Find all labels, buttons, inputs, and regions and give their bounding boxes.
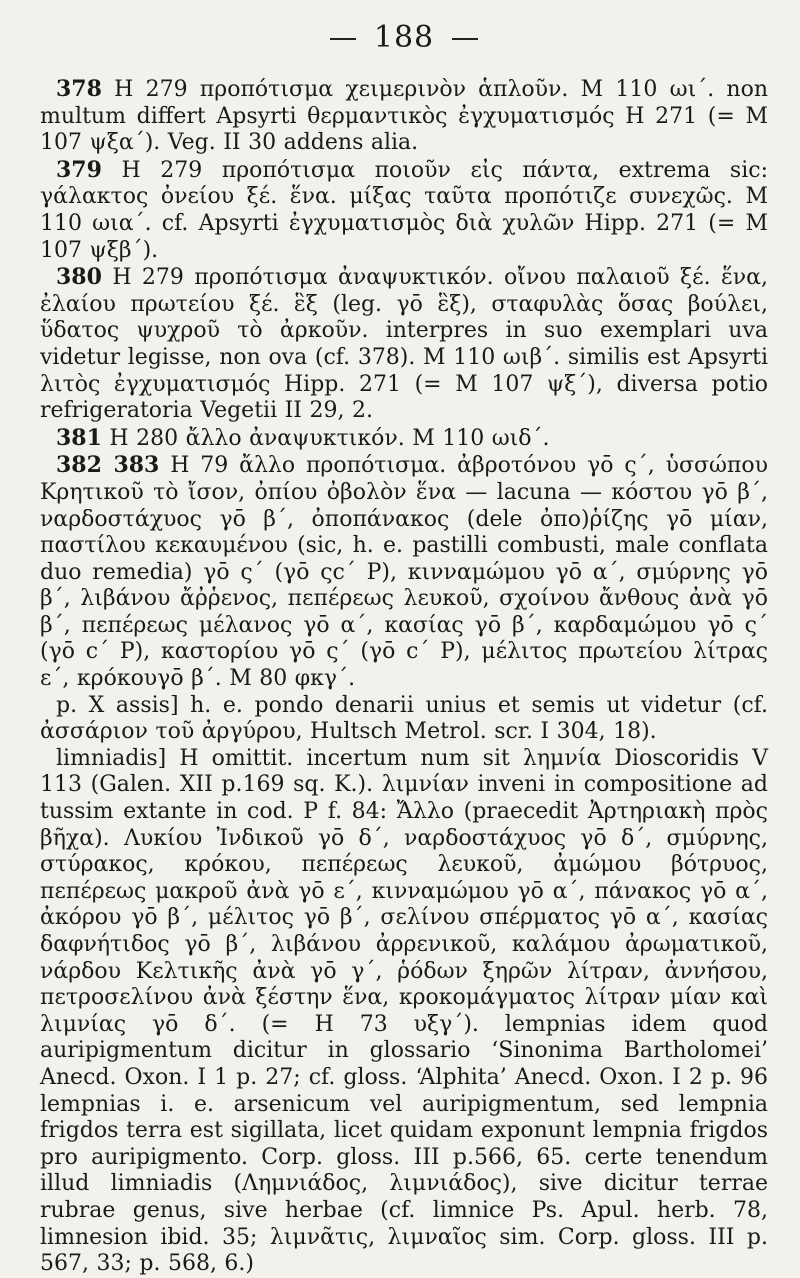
entry-text: Η 280 ἄλλο ἀναψυκτικόν. Μ 110 ωιδ΄. — [101, 425, 550, 451]
note-assis — [40, 693, 768, 746]
note-limniadis — [40, 746, 768, 1278]
entry-381 — [40, 425, 768, 453]
entry-number: 378 — [56, 76, 102, 102]
page-number: 188 — [373, 20, 435, 55]
header-dash-left — [330, 38, 356, 40]
entry-382-383 — [40, 452, 768, 692]
entry-380 — [40, 264, 768, 425]
header-dash-right — [452, 38, 478, 40]
entry-text: Η 279 προπότισμα χειμερινὸν ἁπλοῦν. Μ 110 ωι΄. non multum differt Apsyrti θερμαντικὸς ἐγχυματισμός Η 271 (= Μ 107 ψξα΄). Veg. II 30 addens alia. — [40, 77, 768, 156]
entry-378 — [40, 76, 768, 157]
note-text: p. X assis] h. e. pondo denarii unius et semis ut videtur (cf. ἀσσάριον τοῦ ἀργύρου, Hultsch Metrol. scr. I 304, 18). — [40, 692, 768, 745]
entry-text: Η 79 ἄλλο προπότισμα. ἀβροτόνου γō ς΄, ὑσσώπου Κρητικοῦ τὸ ἴσον, ὀπίου ὀβολὸν ἕνα — lacuna — κόστου γō β΄, ναρδοστάχυος γō β΄, ὀποπάνακος (dele ὀπο)ῥίζης γō μίαν, παστίλου κεκαυμένου (sic, h. e. pastilli combusti, male conflata duo remedia) γō ς΄ (γō ςc΄ P), κινναμώμου γō α΄, σμύρνης γō β΄, λιβάνου ἄῤῥενος, πεπέρεως λευκοῦ, σχοίνου ἄνθους ἀνὰ γō β΄, πεπέρεως μέλανος γō α΄, κασίας γō β΄, καρδαμώμου γō ς΄ (γō c΄ P), καστορίου γō ς΄ (γō c΄ P), μέλιτος πρωτείου λίτρας ε΄, κρόκουγō β΄. Μ 80 φκγ΄. — [40, 453, 768, 692]
note-text: limniadis] Η omittit. incertum num sit λημνία Dioscoridis V 113 (Galen. XII p.169 sq. K.). λιμνίαν inveni in compositione ad tussim extante in cod. P f. 84: Ἄλλο (praecedit Ἀρτηριακὴ πρὸς βῆχα). Λυκίου Ἰνδικοῦ γō δ΄, ναρδοστάχυος γō δ΄, σμύρνης, στύρακος, κρόκου, πεπέρεως λευκοῦ, ἀμώμου βότρυος, πεπέρεως μακροῦ ἀνὰ γō ε΄, κινναμώμου γō α΄, πάνακος γō α΄, ἀκόρου γō β΄, μέλιτος γō β΄, σελίνου σπέρματος γō α΄, κασίας δαφνήτιδος γō β΄, λιβάνου ἀρρενικοῦ, καλάμου ἀρωματικοῦ, νάρδου Κελτικῆς ἀνὰ γō γ΄, ῥόδων ξηρῶν λίτραν, ἀννήσου, πετροσελίνου ἀνὰ ξέστην ἕνα, κροκομάγματος λίτραν μίαν καὶ λιμνίας γō δ΄. (= Η 73 υξγ΄). lempnias idem quod auripigmentum dicitur in glossario ‘Sinonima Bartholomei’ Anecd. Oxon. I 1 p. 27; cf. gloss. ‘Alphita’ Anecd. Oxon. I 2 p. 96 lempnias i. e. arsenicum vel auripigmentum, sed lempnia frigdos terra est sigillata, licet quidam exponunt lempnia frigdos pro auripigmento. Corp. gloss. III p.566, 65. certe tenendum illud limniadis (Λημνιάδος, λιμνιάδος), sive dicitur terrae rubrae genus, sive herbae (cf. limnice Ps. Apul. herb. 78, limnesion ibid. 35; λιμνᾶτις, λιμναῖος sim. Corp. gloss. III p. 567, 33; p. 568, 6.) — [40, 745, 768, 1277]
entry-number: 380 — [56, 264, 102, 291]
page-header — [40, 18, 768, 58]
entry-number: 382 383 — [56, 452, 160, 479]
entry-379 — [40, 157, 768, 264]
entry-text: Η 279 προπότισμα ποιοῦν εἰς πάντα, extrema sic: γάλακτος ὀνείου ξέ. ἕνα. μίξας ταῦτα προπότιζε συνεχῶς. Μ 110 ωια΄. cf. Apsyrti ἐγχυματισμὸς διὰ χυλῶν Hipp. 271 (= Μ 107 ψξβ΄). — [40, 157, 768, 263]
entry-number: 379 — [56, 156, 102, 183]
entry-number: 381 — [56, 424, 102, 451]
entry-text: Η 279 προπότισμα ἀναψυκτικόν. οἴνου παλαιοῦ ξέ. ἕνα, ἐλαίου πρωτείου ξέ. ἓξ (leg. γō ἓξ), σταφυλὰς ὅσας βούλει, ὕδατος ψυχροῦ τὸ ἀρκοῦν. interpres in suo exemplari uva videtur legisse, non ova (cf. 378). Μ 110 ωιβ΄. similis est Apsyrti λιτὸς ἐγχυματισμός Hipp. 271 (= Μ 107 ψξ΄), diversa potio refrigeratoria Vegetii II 29, 2. — [40, 265, 768, 424]
